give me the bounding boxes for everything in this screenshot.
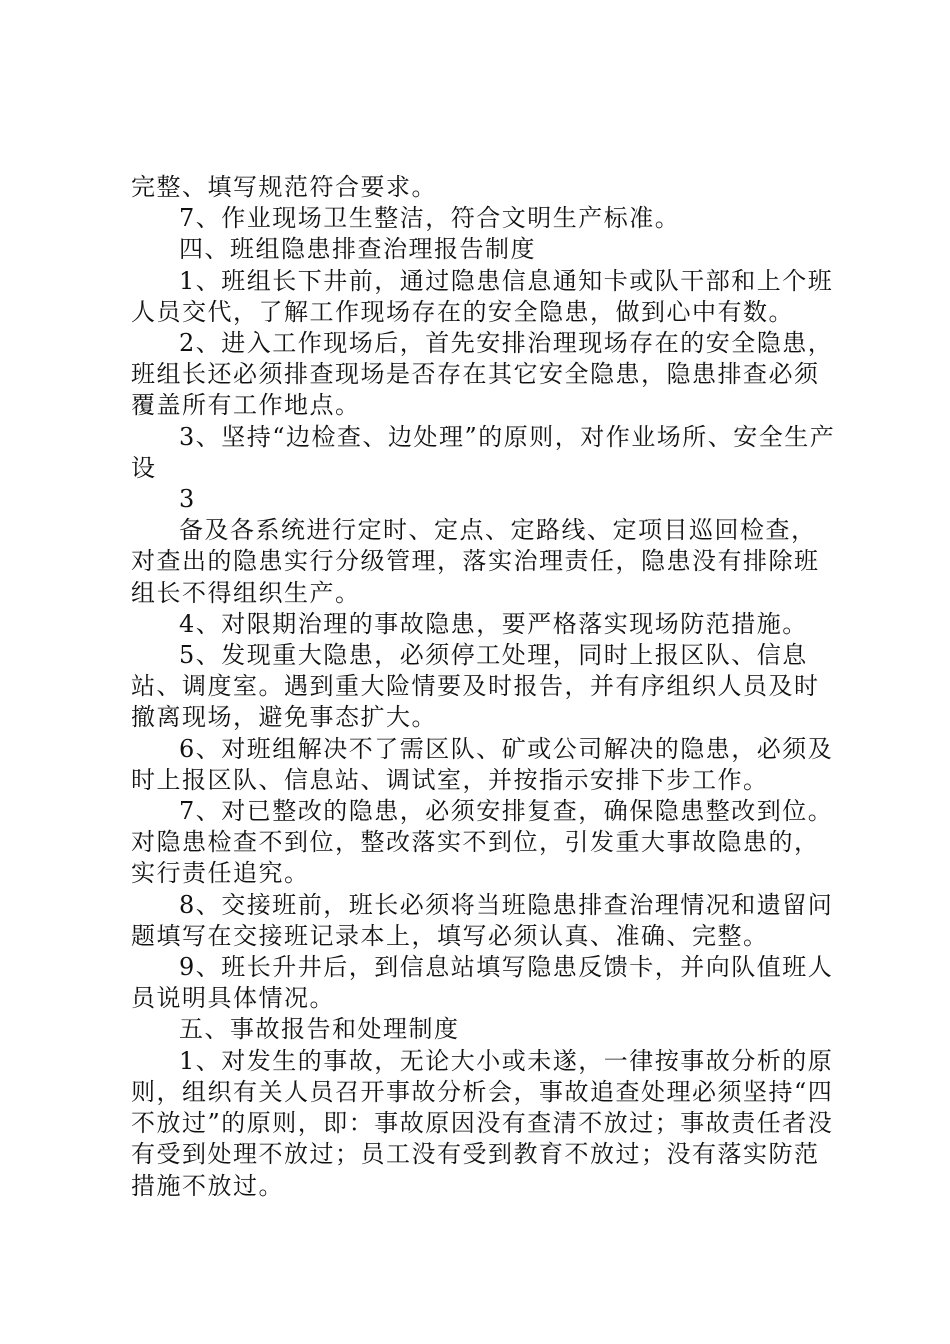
paragraph-8: 备及各系统进行定时、定点、定路线、定项目巡回检查，对查出的隐患实行分级管理，落实治理责任，隐患没有排除班组长不得组织生产。 bbox=[131, 516, 820, 607]
paragraph-2: 7、作业现场卫生整洁，符合文明生产标准。 bbox=[179, 204, 681, 233]
paragraph-16: 1、对发生的事故，无论大小或未遂，一律按事故分析的原则，组织有关人员召开事故分析会，事故追查处理必须坚持“四不放过”的原则，即：事故原因没有查清不放过；事故责任者没有受到处理不放过；员工没有受到教育不放过；没有落实防范措施不放过。 bbox=[131, 1046, 834, 1200]
paragraph-10: 5、发现重大隐患，必须停工处理，同时上报区队、信息站、调度室。遇到重大险情要及时报告，并有序组织人员及时撤离现场，避免事态扩大。 bbox=[131, 641, 820, 732]
paragraph-4: 1、班组长下井前，通过隐患信息通知卡或队干部和上个班人员交代，了解工作现场存在的安全隐患，做到心中有数。 bbox=[131, 266, 834, 326]
paragraph-11: 6、对班组解决不了需区队、矿或公司解决的隐患，必须及时上报区队、信息站、调试室，并按指示安排下步工作。 bbox=[131, 734, 834, 794]
paragraph-14: 9、班长升井后，到信息站填写隐患反馈卡，并向队值班人员说明具体情况。 bbox=[131, 953, 834, 1013]
paragraph-12: 7、对已整改的隐患，必须安排复查，确保隐患整改到位。对隐患检查不到位，整改落实不到位，引发重大事故隐患的，实行责任追究。 bbox=[131, 797, 834, 888]
paragraph-13: 8、交接班前，班长必须将当班隐患排查治理情况和遗留问题填写在交接班记录本上，填写必须认真、准确、完整。 bbox=[131, 890, 834, 950]
document-body bbox=[131, 172, 841, 1202]
page-number: 3 bbox=[179, 485, 196, 514]
paragraph-1: 完整、填写规范符合要求。 bbox=[131, 173, 437, 201]
paragraph-5: 2、进入工作现场后，首先安排治理现场存在的安全隐患，班组长还必须排查现场是否存在其它安全隐患，隐患排查必须覆盖所有工作地点。 bbox=[131, 329, 834, 420]
section-heading-4: 四、班组隐患排查治理报告制度 bbox=[179, 235, 536, 264]
paragraph-6: 3、坚持“边检查、边处理”的原则，对作业场所、安全生产设 bbox=[131, 422, 836, 482]
paragraph-9: 4、对限期治理的事故隐患，要严格落实现场防范措施。 bbox=[179, 609, 808, 638]
section-heading-5: 五、事故报告和处理制度 bbox=[179, 1015, 460, 1044]
